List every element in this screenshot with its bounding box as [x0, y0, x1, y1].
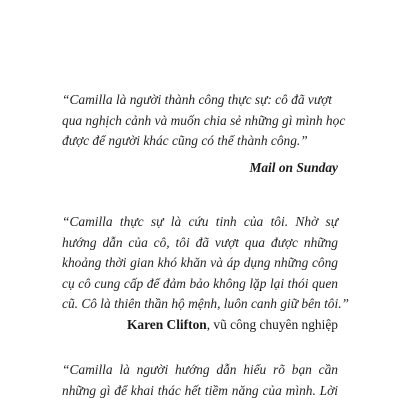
- quote-line: những gì để khai thác hết tiềm năng của mình. Lời: [62, 381, 338, 401]
- quote-line: khoảng thời gian khó khăn và áp dụng những công: [62, 253, 338, 274]
- quote-1: [62, 90, 338, 152]
- quote-3: [62, 360, 338, 401]
- source-role: , vũ công chuyên nghiệp: [207, 317, 338, 332]
- quote-line: cũ. Cô là thiên thần hộ mệnh, luôn canh giữ bên tôi.”: [62, 294, 338, 315]
- quote-line: được để người khác cũng có thể thành công.”: [62, 131, 338, 152]
- quote-line: “Camilla là người thành công thực sự: cô đã vượt: [62, 90, 338, 111]
- source-name: Mail on Sunday: [249, 160, 338, 175]
- quote-2: [62, 212, 338, 315]
- quote-line: cụ cô cung cấp để đảm bảo không lặp lại thói quen: [62, 274, 338, 295]
- quote-line: “Camilla là người hướng dẫn hiểu rõ bạn cần: [62, 360, 338, 381]
- source-name: Karen Clifton: [127, 317, 207, 332]
- quote-1-source: [249, 159, 338, 177]
- quote-line: qua nghịch cảnh và muốn chia sẻ những gì mình học: [62, 111, 338, 132]
- quote-line: “Camilla thực sự là cứu tinh của tôi. Nhờ sự: [62, 212, 338, 233]
- quote-2-source: [127, 316, 338, 334]
- quote-line: hướng dẫn của cô, tôi đã vượt qua được những: [62, 233, 338, 254]
